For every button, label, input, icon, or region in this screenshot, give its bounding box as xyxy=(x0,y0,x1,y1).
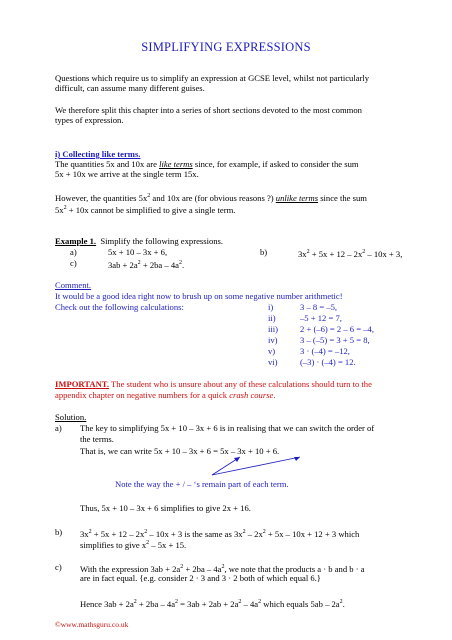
comment-heading: Comment. xyxy=(55,280,92,290)
calc-expr: (–3) · (–4) = 12. xyxy=(300,357,356,367)
solution-c-label: c) xyxy=(55,562,62,572)
example-b-expr: $3x^2 + 5x + 12 - 2x^2 - 10x + 3$, xyxy=(298,248,403,259)
calc-num: ii) xyxy=(268,313,276,323)
example-c-expr: $3ab + 2a^2 + 2ba - 4a^2$. xyxy=(108,259,185,270)
calc-num: iii) xyxy=(268,324,279,334)
like-terms-line-1: The quantities 5x and 10x are like terms since, for example, if asked to consider the sum xyxy=(55,159,359,169)
important-line-1: IMPORTANT. The student who is unsure about any of these calculations should turn to the xyxy=(55,379,372,389)
calc-num: i) xyxy=(268,302,274,312)
example-c-label: c) xyxy=(70,258,77,268)
solution-c-line-1: With the expression $3ab + 2a^2 + 2ba - 4a^2$, we note that the products a · b and b · a xyxy=(80,563,365,574)
calc-expr: 3 – (–5) = 3 + 5 = 8, xyxy=(300,335,370,345)
comment-line-2: Check out the following calculations: xyxy=(55,302,184,312)
split-line-2: types of expression. xyxy=(55,115,124,125)
calc-num: iv) xyxy=(268,335,278,345)
comment-line-1: It would be a good idea right now to brush up on some negative number arithmetic! xyxy=(55,291,343,301)
split-line-1: We therefore split this chapter into a series of short sections devoted to the most common xyxy=(55,105,362,115)
solution-a-label: a) xyxy=(55,423,62,433)
solution-heading: Solution. xyxy=(55,412,87,422)
example-a-expr: 5x + 10 – 3x + 6, xyxy=(108,247,168,257)
solution-c-line-2: are in fact equal. {e.g. consider 2 · 3 and 3 · 2 both of which equal 6.} xyxy=(80,573,321,583)
section-heading: i) Collecting like terms. xyxy=(55,149,141,159)
unlike-terms-line-1: However, the quantities $5x^2$ and 10x are (for obvious reasons ?) unlike terms since the sum xyxy=(55,192,367,203)
solution-b-line-1: $3x^2 + 5x + 12 - 2x^2 - 10x + 3$ is the same as $3x^2 - 2x^2 + 5x - 10x + 12 + 3$ which xyxy=(80,528,360,539)
solution-a-line-1: The key to simplifying 5x + 10 – 3x + 6 is in realising that we can switch the order of xyxy=(80,423,375,433)
like-terms-line-2: 5x + 10x we arrive at the single term 15x. xyxy=(55,169,199,179)
example-b-label: b) xyxy=(260,247,268,257)
footer-copyright: ©www.mathsguru.co.uk xyxy=(55,620,129,629)
intro-line-2: difficult, can assume many different guises. xyxy=(55,83,205,93)
solution-a-line-2: the terms. xyxy=(80,434,114,444)
example-heading: Example 1. Simplify the following expressions. xyxy=(55,236,224,246)
calc-expr: 3 · (–4) = –12, xyxy=(300,346,350,356)
solution-a-line-3: That is, we can write 5x + 10 – 3x + 6 = 5x – 3x + 10 + 6. xyxy=(80,446,280,456)
calc-num: v) xyxy=(268,346,276,356)
calc-expr: 2 + (–6) = 2 – 6 = –4, xyxy=(300,324,374,334)
example-a-label: a) xyxy=(70,247,77,257)
page-title: SIMPLIFYING EXPRESSIONS xyxy=(141,40,311,54)
unlike-terms-line-2: $5x^2 + 10x$ cannot be simplified to give a single term. xyxy=(55,204,236,215)
solution-c-line-3: Hence $3ab + 2a^2 + 2ba - 4a^2 = 3ab + 2ab + 2a^2 - 4a^2$ which equals $5ab - 2a^2$. xyxy=(80,598,345,609)
solution-b-label: b) xyxy=(55,527,63,537)
solution-b-line-2: simplifies to give $x^2 - 5x + 15$. xyxy=(80,539,187,550)
intro-line-1: Questions which require us to simplify an expression at GCSE level, whilst not particularly xyxy=(55,73,370,83)
calc-expr: –5 + 12 = 7, xyxy=(300,313,342,323)
solution-a-result: Thus, 5x + 10 – 3x + 6 simplifies to give 2x + 16. xyxy=(80,503,251,513)
important-line-2: appendix chapter on negative numbers for a quick crash course. xyxy=(55,390,276,400)
calc-num: vi) xyxy=(268,357,278,367)
calc-expr: 3 – 8 = –5, xyxy=(300,302,338,312)
solution-note: Note the way the + / – ‘s remain part of each term. xyxy=(115,479,289,489)
